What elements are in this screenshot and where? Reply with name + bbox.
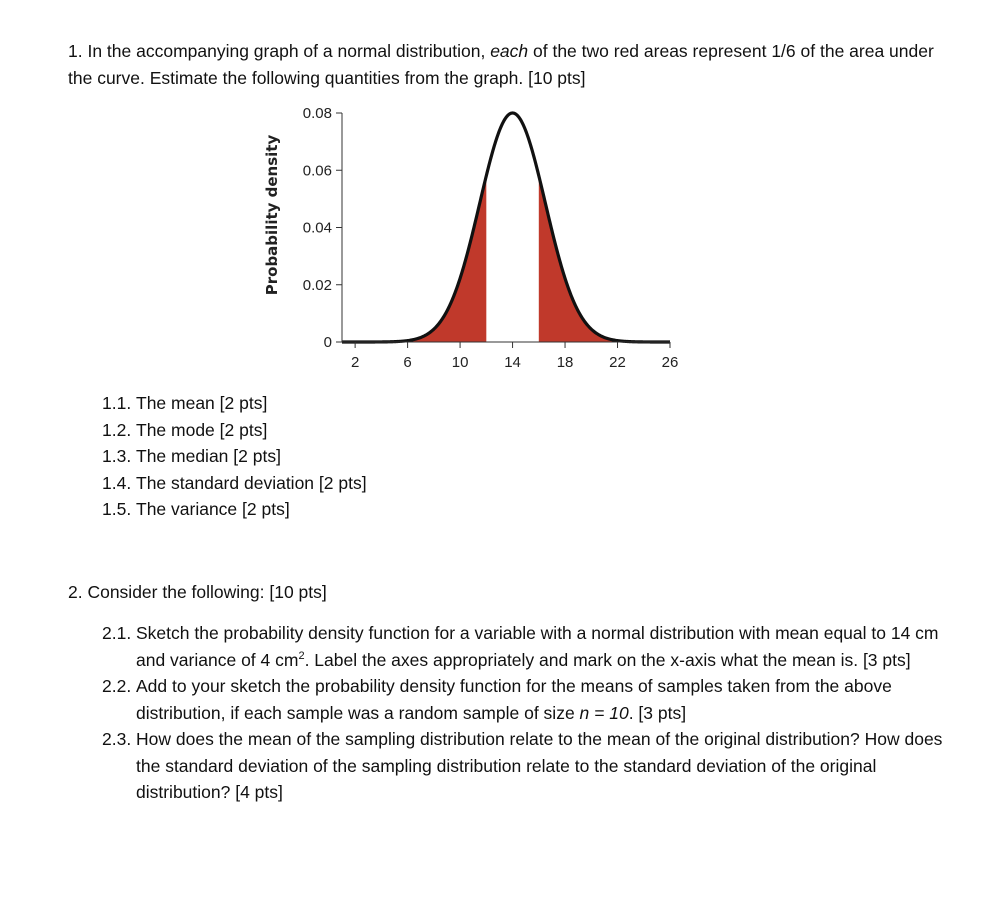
x-tick-label: 26 (661, 354, 679, 371)
x-tick-label: 6 (403, 354, 412, 371)
x-tick-label: 2 (350, 354, 360, 371)
part-number: 1.2. (102, 419, 132, 440)
part-text: The mean [2 pts] (136, 393, 268, 413)
y-tick-label: 0.04 (302, 219, 332, 237)
y-tick-label: 0.02 (302, 276, 332, 294)
part-text-b: . Label the axes appropriately and mark on the x-axis what the mean is. [3 pts] (304, 649, 911, 670)
part-number: 2.1. (102, 623, 132, 643)
part-text: The variance [2 pts] (136, 499, 290, 519)
y-tick-label: 0.06 (302, 162, 332, 180)
part-text: How does the mean of the sampling distribution relate to the mean of the original distribution? How does the standard deviation of the sampling distribution relate to the standard deviation of the original distribution? [4 pts] (136, 729, 943, 802)
y-axis-title: Probability density (263, 134, 281, 296)
list-item (102, 390, 367, 417)
density-curve (342, 113, 670, 342)
x-tick-label: 14 (504, 354, 521, 371)
part-text: The standard deviation [2 pts] (136, 472, 367, 493)
question-1-parts (102, 390, 367, 523)
list-item (102, 496, 367, 523)
question-1-prompt (68, 38, 948, 92)
sample-size: n = 10 (579, 702, 629, 723)
superscript: 2 (298, 649, 305, 662)
list-item (102, 620, 947, 673)
part-number: 1.5. (102, 499, 132, 519)
chart-svg (255, 95, 695, 380)
x-tick-label: 10 (451, 354, 469, 371)
y-tick-label: 0 (323, 334, 332, 351)
question-1-text-b: of the two red areas represent 1/6 of the area under the curve. Estimate the following quantities from the graph. [10 pts] (68, 41, 934, 88)
list-item (102, 470, 367, 497)
part-number: 1.4. (102, 472, 132, 493)
x-tick-label: 22 (609, 354, 626, 371)
part-text: The mode [2 pts] (136, 419, 268, 440)
part-text-b: . [3 pts] (628, 702, 687, 723)
list-item (102, 726, 947, 806)
part-number: 2.2. (102, 676, 132, 696)
part-number: 1.3. (102, 446, 132, 466)
part-text: The median [2 pts] (136, 446, 281, 466)
part-number: 1.1. (102, 393, 132, 413)
question-2-prompt: 2. Consider the following: [10 pts] (68, 582, 327, 602)
list-item (102, 417, 367, 444)
curve-layer (342, 113, 670, 342)
normal-distribution-chart (255, 95, 695, 380)
x-tick-label: 18 (556, 354, 574, 371)
part-text-a: Sketch the probability density function for a variable with a normal distribution with mean equal to 14 cm and variance of 4 cm (136, 623, 939, 670)
question-1-emphasis: each (490, 41, 529, 61)
part-text-a: Add to your sketch the probability density function for the means of samples taken from the above distribution, if each sample was a random sample of size (136, 676, 892, 723)
axes (303, 105, 679, 371)
question-2-parts (102, 620, 947, 806)
part-number: 2.3. (102, 729, 132, 749)
y-tick-label: 0.08 (302, 105, 332, 122)
question-1-text-a: 1. In the accompanying graph of a normal distribution, (68, 41, 491, 61)
list-item (102, 443, 367, 470)
list-item (102, 673, 947, 726)
shaded-regions (355, 176, 670, 342)
